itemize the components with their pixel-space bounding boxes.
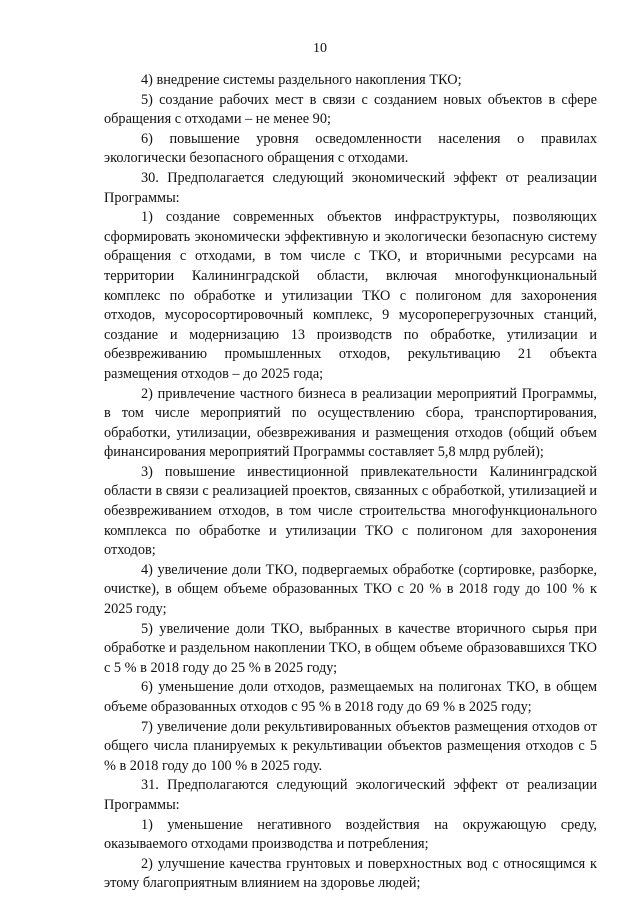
paragraph-economic-effect-4: 4) увеличение доли ТКО, подвергаемых обработке (сортировке, разборке, очистке), в общем объеме образованных ТКО с 20 % в 2018 году до 100 % к 2025 году; bbox=[104, 561, 597, 618]
paragraph-economic-effect-3: 3) повышение инвестиционной привлекательности Калининградской области в связи с реализацией проектов, связанных с обработкой, утилизацией и обезвреживанием отходов, в том числе строительства многофункционального комплекса по обработке и утилизации ТКО с полигоном для захоронения отходов; bbox=[104, 463, 597, 559]
paragraph-economic-effect-2: 2) привлечение частного бизнеса в реализации мероприятий Программы, в том числе мероприятий по осуществлению сбора, транспортирования, обработки, утилизации, обезвреживания и размещения отходов (общий объем финансирования мероприятий Программы составляет 5,8 млрд рублей); bbox=[104, 385, 597, 461]
document-body bbox=[104, 71, 597, 894]
paragraph-list-item-5: 5) создание рабочих мест в связи с созданием новых объектов в сфере обращения с отходами – не менее 90; bbox=[104, 91, 597, 128]
paragraph-section-31: 31. Предполагаются следующий экологический эффект от реализации Программы: bbox=[104, 777, 597, 813]
paragraph-section-30: 30. Предполагается следующий экономический эффект от реализации Программы: bbox=[104, 169, 597, 206]
paragraph-economic-effect-6: 6) уменьшение доли отходов, размещаемых на полигонах ТКО, в общем объеме образованных отходов с 95 % в 2018 году до 69 % в 2025 году; bbox=[104, 679, 597, 715]
page-number: 10 bbox=[313, 41, 327, 56]
paragraph-economic-effect-7: 7) увеличение доли рекультивированных объектов размещения отходов от общего числа планируемых к рекультивации объектов размещения отходов с 5 % в 2018 году до 100 % в 2025 году. bbox=[104, 718, 597, 774]
paragraph-economic-effect-5: 5) увеличение доли ТКО, выбранных в качестве вторичного сырья при обработке и раздельном накоплении ТКО, в общем объеме образовавшихся ТКО с 5 % в 2018 году до 25 % в 2025 году; bbox=[104, 620, 597, 676]
paragraph-ecological-effect-1: 1) уменьшение негативного воздействия на окружающую среду, оказываемого отходами производства и потребления; bbox=[104, 816, 597, 853]
paragraph-list-item-6: 6) повышение уровня осведомленности населения о правилах экологически безопасного обращения с отходами. bbox=[104, 130, 597, 167]
paragraph-list-item-4: 4) внедрение системы раздельного накопления ТКО; bbox=[141, 72, 462, 88]
paragraph-ecological-effect-2: 2) улучшение качества грунтовых и поверхностных вод с относящимся к этому благоприятным влиянием на здоровье людей; bbox=[104, 855, 597, 892]
paragraph-economic-effect-1: 1) создание современных объектов инфраструктуры, позволяющих сформировать экономически эффективную и экологически безопасную систему обращения с отходами, в том числе с ТКО, и вторичными ресурсами на территории Калининградской области, включая многофункциональный комплекс по обработке и утилизации ТКО с полигоном для захоронения отходов, мусоросортировочный комплекс, 9 мусороперегрузочных станций, создание и модернизацию 13 производств по обработке, утилизации и обезвреживанию промышленных отходов, рекультивацию 21 объекта размещения отходов – до 2025 года; bbox=[104, 209, 597, 382]
